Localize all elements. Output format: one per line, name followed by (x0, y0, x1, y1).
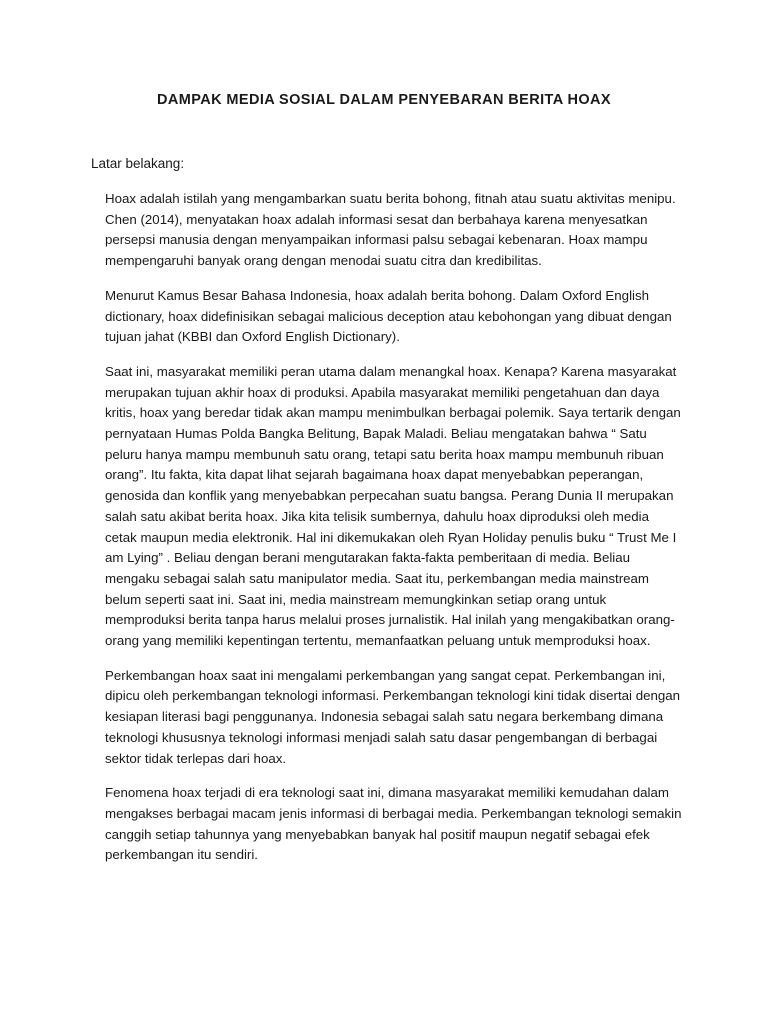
document-body (105, 189, 683, 880)
section-label: Latar belakang: (91, 156, 185, 171)
paragraph-1: Hoax adalah istilah yang mengambarkan suatu berita bohong, fitnah atau suatu aktivitas menipu. Chen (2014), menyatakan hoax adalah informasi sesat dan berbahaya karena menyesatkan persepsi manusia dengan menyampaikan informasi palsu sebagai kebenaran. Hoax mampu mempengaruhi banyak orang dengan menodai suatu citra dan kredibilitas. (105, 191, 676, 269)
paragraph-2: Menurut Kamus Besar Bahasa Indonesia, hoax adalah berita bohong. Dalam Oxford English dictionary, hoax didefinisikan sebagai malicious deception atau kebohongan yang dibuat dengan tujuan jahat (KBBI dan Oxford English Dictionary). (105, 287, 672, 345)
paragraph-3: Saat ini, masyarakat memiliki peran utama dalam menangkal hoax. Kenapa? Karena masyarakat merupakan tujuan akhir hoax di produksi. Apabila masyarakat memiliki pengetahuan dan daya kritis, hoax yang beredar tidak akan mampu menimbulkan berbagai polemik. Saya tertarik dengan pernyataan Humas Polda Bangka Belitung, Bapak Maladi. Beliau mengatakan bahwa “ Satu peluru hanya mampu membunuh satu orang, tetapi satu berita hoax mampu membunuh ribuan orang”. Itu fakta, kita dapat lihat sejarah bagaimana hoax dapat menyebabkan peperangan, genosida dan konflik yang menyebabkan perpecahan suatu bangsa. Perang Dunia II merupakan salah satu akibat berita hoax. Jika kita telisik sumbernya, dahulu hoax diproduksi oleh media cetak maupun media elektronik. Hal ini dikemukakan oleh Ryan Holiday penulis buku “ Trust Me I am Lying” . Beliau dengan berani mengutarakan fakta-fakta pemberitaan di media. Beliau mengaku sebagai salah satu manipulator media. Saat itu, perkembangan media mainstream belum seperti saat ini. Saat ini, media mainstream memungkinkan setiap orang untuk memproduksi berita tanpa harus melalui proses jurnalistik. Hal inilah yang mengakibatkan orang-orang yang memiliki kepentingan tertentu, memanfaatkan peluang untuk memproduksi hoax. (105, 363, 681, 649)
document-title: DAMPAK MEDIA SOSIAL DALAM PENYEBARAN BERITA HOAX (157, 92, 611, 108)
paragraph-5: Fenomena hoax terjadi di era teknologi saat ini, dimana masyarakat memiliki kemudahan dalam mengakses berbagai macam jenis informasi di berbagai media. Perkembangan teknologi semakin canggih setiap tahunnya yang menyebabkan banyak hal positif maupun negatif sebagai efek perkembangan itu sendiri. (105, 785, 682, 863)
paragraph-4: Perkembangan hoax saat ini mengalami perkembangan yang sangat cepat. Perkembangan ini, dipicu oleh perkembangan teknologi informasi. Perkembangan teknologi kini tidak disertai dengan kesiapan literasi bagi penggunanya. Indonesia sebagai salah satu negara berkembang dimana teknologi khususnya teknologi informasi menjadi salah satu dasar pengembangan di berbagai sektor tidak terlepas dari hoax. (105, 667, 681, 766)
